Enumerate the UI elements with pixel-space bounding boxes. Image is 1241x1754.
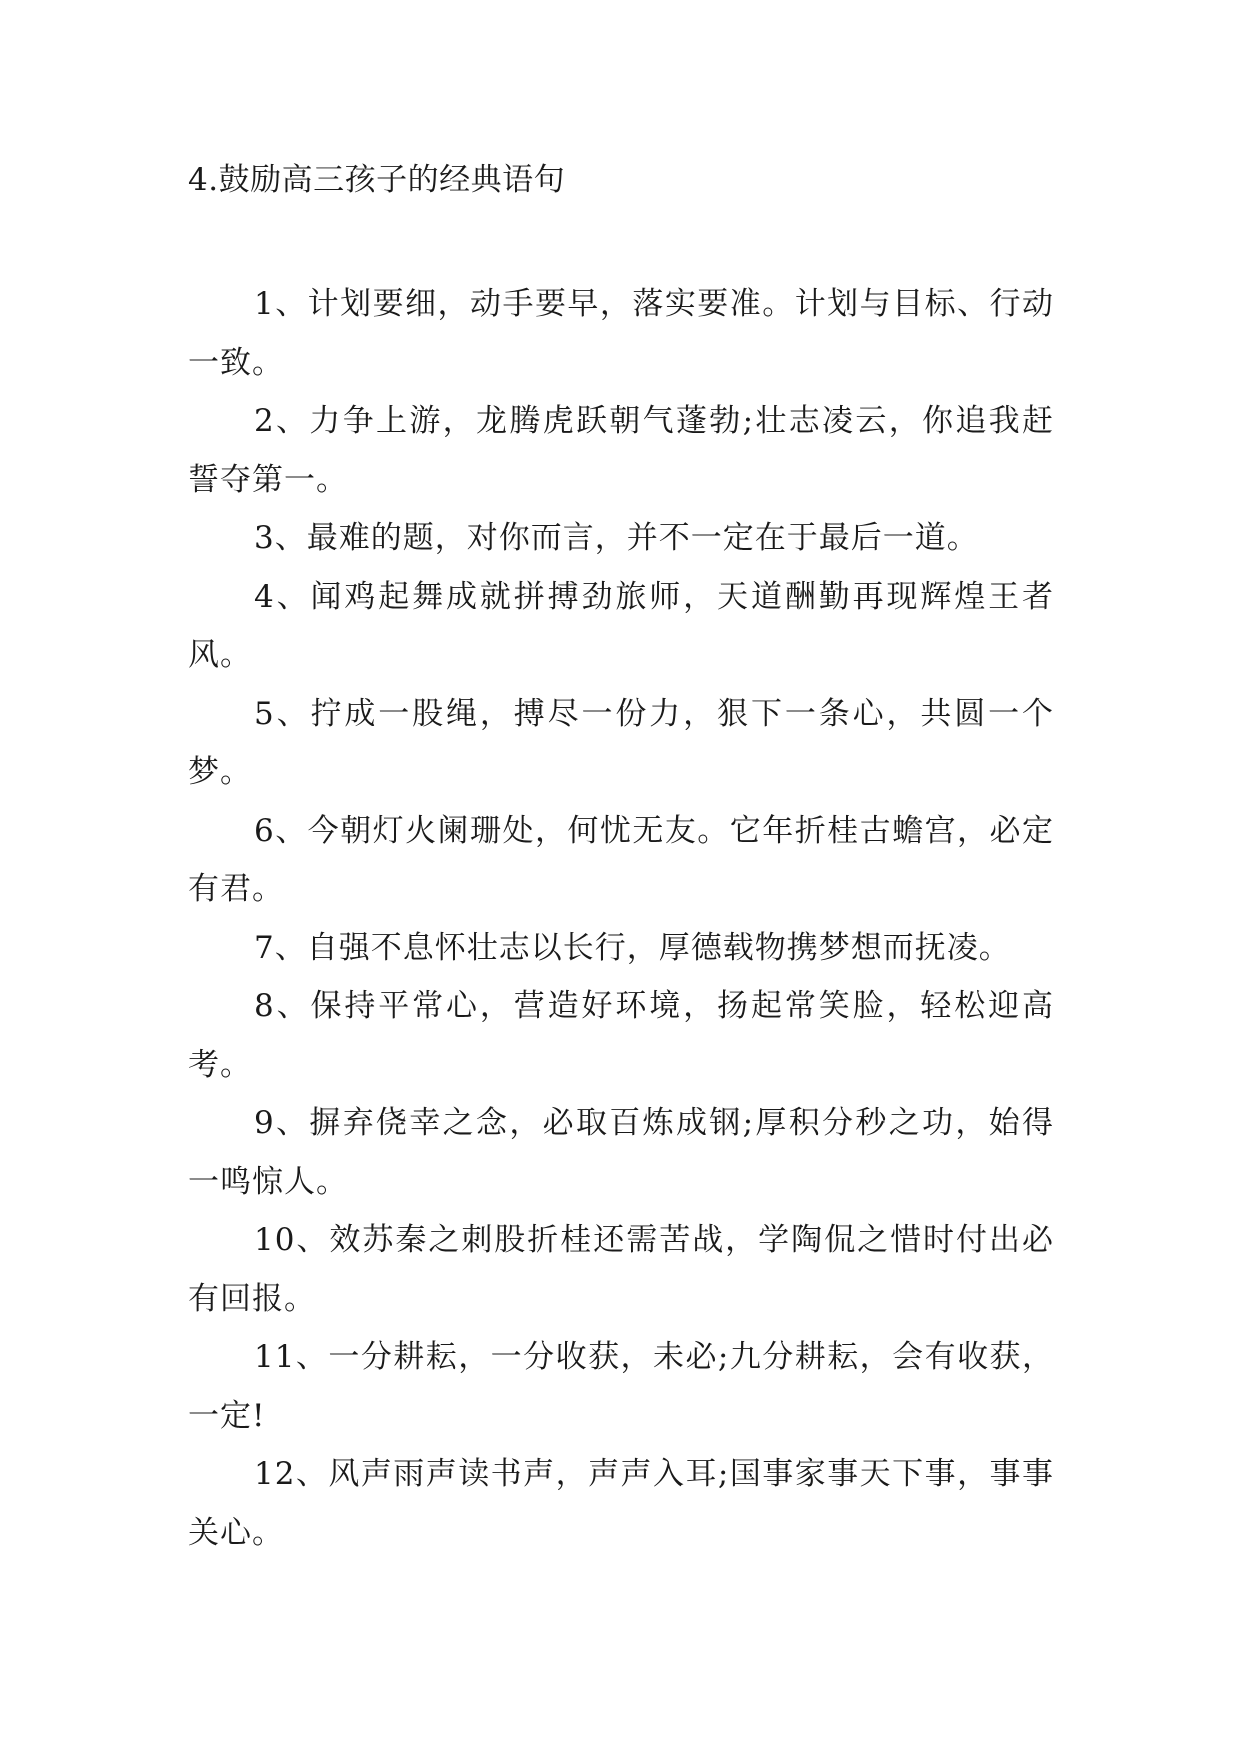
quote-paragraph-3: 3、最难的题，对你而言，并不一定在于最后一道。	[254, 520, 979, 556]
quote-paragraph-6: 6、今朝灯火阑珊处，何忧无友。它年折桂古蟾宫，必定有君。	[188, 812, 1054, 907]
quote-paragraph-10: 10、效苏秦之刺股折桂还需苦战，学陶侃之惜时付出必有回报。	[188, 1222, 1054, 1317]
quote-paragraph-2: 2、力争上游，龙腾虎跃朝气蓬勃;壮志凌云，你追我赶誓夺第一。	[188, 403, 1054, 498]
section-heading: 4.鼓励高三孩子的经典语句	[188, 162, 566, 198]
quote-paragraph-8: 8、保持平常心，营造好环境，扬起常笑脸，轻松迎高考。	[188, 988, 1054, 1083]
quote-list	[188, 275, 1054, 1562]
quote-paragraph-11: 11、一分耕耘，一分收获，未必;九分耕耘，会有收获，一定!	[188, 1339, 1054, 1434]
quote-paragraph-7: 7、自强不息怀壮志以长行，厚德载物携梦想而抚凌。	[254, 929, 1011, 966]
quote-paragraph-12: 12、风声雨声读书声，声声入耳;国事家事天下事，事事关心。	[188, 1456, 1054, 1551]
quote-paragraph-9: 9、摒弃侥幸之念，必取百炼成钢;厚积分秒之功，始得一鸣惊人。	[188, 1105, 1054, 1200]
quote-paragraph-5: 5、拧成一股绳，搏尽一份力，狠下一条心，共圆一个梦。	[188, 695, 1054, 790]
quote-paragraph-4: 4、闻鸡起舞成就拼搏劲旅师，天道酬勤再现辉煌王者风。	[188, 578, 1054, 673]
quote-paragraph-1: 1、计划要细，动手要早，落实要准。计划与目标、行动一致。	[188, 286, 1054, 381]
